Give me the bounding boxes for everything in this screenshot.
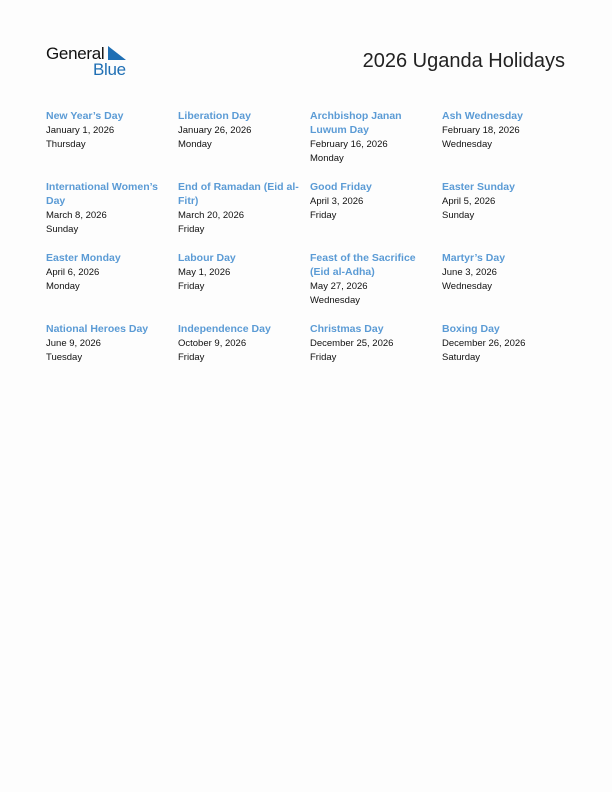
holiday-name: Easter Sunday [442,181,515,193]
holiday-weekday: Tuesday [46,352,83,363]
holiday-weekday: Friday [310,210,337,221]
holiday-name: Christmas Day [310,323,384,335]
holiday-item [442,109,574,166]
holiday-date: April 3, 2026 [310,196,364,207]
holiday-item [310,109,442,166]
holiday-date: May 1, 2026 [178,267,231,278]
holiday-name: Easter Monday [46,252,121,264]
generalblue-logo [46,44,136,80]
holiday-item [442,251,574,308]
holiday-item [46,180,178,237]
holiday-weekday: Monday [46,281,80,292]
holiday-item [178,322,310,365]
holiday-name: Independence Day [178,323,271,335]
logo-triangle-icon [106,46,126,60]
holiday-date: May 27, 2026 [310,281,368,292]
holiday-date: December 25, 2026 [310,338,394,349]
holiday-name: Martyr’s Day [442,252,506,264]
holiday-date: March 8, 2026 [46,210,107,221]
holiday-name: Good Friday [310,181,372,193]
holiday-weekday: Sunday [442,210,475,221]
holiday-weekday: Thursday [46,139,86,150]
holiday-date: January 1, 2026 [46,125,115,136]
holiday-weekday: Sunday [46,224,79,235]
holiday-item [310,322,442,365]
holiday-item [310,251,442,308]
holiday-date: January 26, 2026 [178,125,252,136]
holiday-weekday: Monday [178,139,212,150]
holiday-name: Liberation Day [178,110,251,122]
holiday-item [442,180,574,237]
holiday-item [46,251,178,308]
logo-word-general: General [46,44,105,63]
holiday-weekday: Saturday [442,352,481,363]
holiday-name: Ash Wednesday [442,110,523,122]
holiday-item [178,180,310,237]
holiday-date: February 16, 2026 [310,139,388,150]
holiday-name: Labour Day [178,252,236,264]
holiday-item [46,109,178,166]
holiday-name: New Year’s Day [46,110,124,122]
holiday-item [310,180,442,237]
holiday-weekday: Wednesday [310,295,360,306]
holiday-weekday: Friday [178,224,205,235]
holiday-weekday: Friday [310,352,337,363]
holiday-item [178,251,310,308]
holiday-weekday: Wednesday [442,281,492,292]
holiday-date: December 26, 2026 [442,338,526,349]
holiday-date: June 3, 2026 [442,267,497,278]
holiday-name: Feast of the Sacrifice (Eid al-Adha) [310,252,416,278]
holiday-weekday: Friday [178,281,205,292]
holiday-name: Boxing Day [442,323,500,335]
holiday-weekday: Friday [178,352,205,363]
holiday-item [442,322,574,365]
holiday-name: National Heroes Day [46,323,149,335]
holiday-name: International Women’s Day [46,181,159,207]
holiday-date: April 5, 2026 [442,196,496,207]
holiday-weekday: Wednesday [442,139,492,150]
holiday-grid [46,109,576,365]
page-title: 2026 Uganda Holidays [362,50,565,72]
logo-word-blue: Blue [93,60,126,79]
holiday-date: February 18, 2026 [442,125,520,136]
holiday-item [178,109,310,166]
holiday-name: End of Ramadan (Eid al-Fitr) [178,181,299,207]
holiday-date: October 9, 2026 [178,338,247,349]
holiday-weekday: Monday [310,153,344,164]
holiday-date: June 9, 2026 [46,338,101,349]
holiday-date: April 6, 2026 [46,267,100,278]
holiday-date: March 20, 2026 [178,210,245,221]
holiday-name: Archbishop Janan Luwum Day [310,110,402,136]
holiday-item [46,322,178,365]
